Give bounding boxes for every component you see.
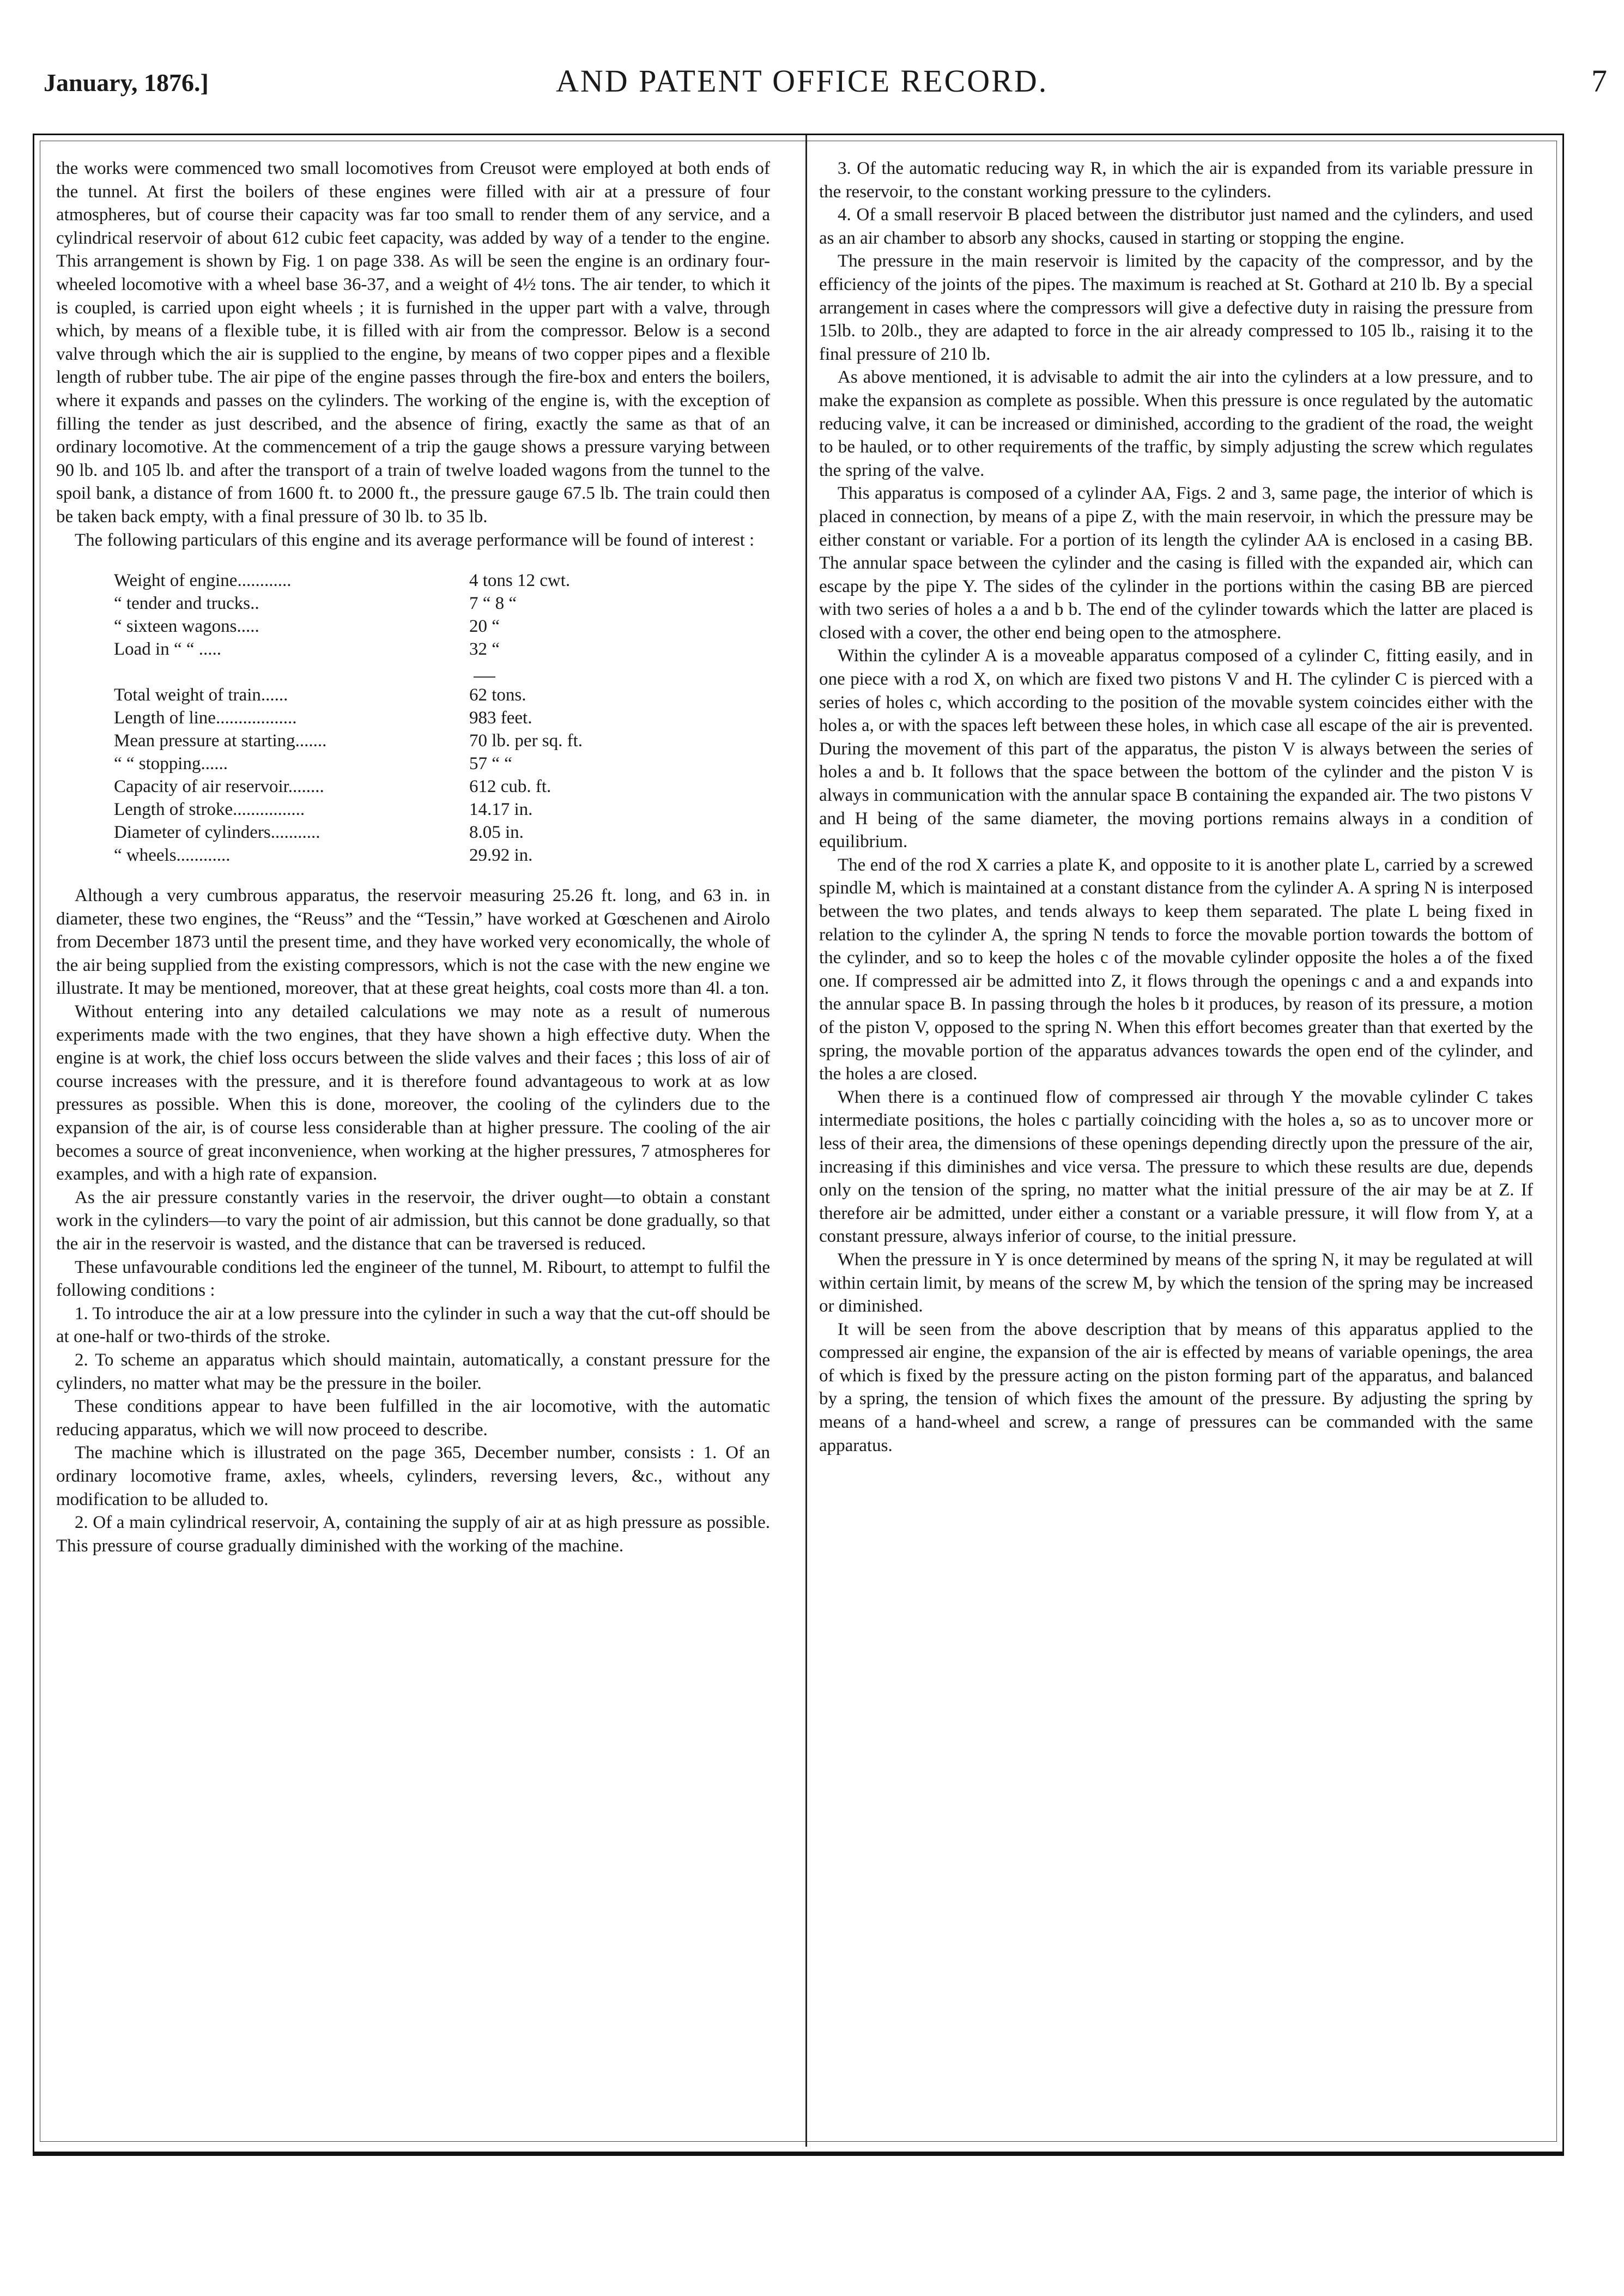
table-row	[111, 569, 636, 592]
table-row	[111, 752, 636, 775]
stat-label: Weight of engine............	[114, 571, 292, 591]
stat-label: Total weight of train......	[114, 685, 288, 705]
stat-label: “ sixteen wagons.....	[114, 617, 259, 637]
table-row	[111, 844, 636, 867]
stat-value: 8.05 in.	[469, 823, 524, 843]
paragraph: As the air pressure constantly varies in the reservoir, the driver ought—to obtain a constant work in the cylinders—to vary the point of air admission, but this cannot be done gradually, so that the air in the reservoir is wasted, and the distance that can be traversed is reduced.	[56, 1187, 770, 1254]
table-rule-row	[111, 661, 636, 684]
paragraph: The machine which is illustrated on the page 365, December number, consists : 1. Of an ordinary locomotive frame, axles, wheels, cylinders, reversing levers, &c., without any modification to be alluded to.	[56, 1443, 770, 1509]
table-row	[111, 798, 636, 821]
column-divider	[805, 135, 807, 2147]
paragraph: This apparatus is composed of a cylinder AA, Figs. 2 and 3, same page, the interior of which is placed in connection, by means of a pipe Z, with the main reservoir, in which the pressure may be either constant or variable. For a portion of its length the cylinder AA is enclosed in a casing BB. The annular space between the cylinder and the casing is filled with the expanded air, which can escape by the pipe Y. The sides of the cylinder in the portions within the casing BB are pierced with two series of holes a a and b b. The end of the cylinder towards which the latter are placed is closed with a cover, the other end being open to the atmosphere.	[819, 484, 1533, 643]
stat-value: 57 “ “	[469, 754, 512, 774]
table-row	[111, 729, 636, 752]
paragraph: As above mentioned, it is advisable to admit the air into the cylinders at a low pressure, and to make the expansion as complete as possible. When this pressure is once regulated by the automatic reducing valve, it can be increased or diminished, according to the gradient of the road, the weight to be hauled, or to other requirements of the traffic, by simply adjusting the screw which regulates the spring of the valve.	[819, 367, 1533, 480]
paragraph: Without entering into any detailed calculations we may note as a result of numerous experiments made with the two engines, that they have shown a high effective duty. When the engine is at work, the chief loss occurs between the slide valves and their faces ; this loss of air of course increases with the pressure, and it is therefore found advantageous to work at as low pressures as possible. When this is done, moreover, the cooling of the cylinders due to the expansion of the air, is of course less considerable than at higher pressure. The cooling of the air becomes a source of great inconvenience, when working at the higher pressures, 7 atmospheres for examples, and with a high rate of expansion.	[56, 1002, 770, 1185]
paragraph: Although a very cumbrous apparatus, the reservoir measuring 25.26 ft. long, and 63 in. in diameter, these two engines, the “Reuss” and the “Tessin,” have worked at Gœschenen and Airolo from December 1873 until the present time, and they have worked very economically, the whole of the air being supplied from the existing compressors, which is not the case with the new engine we illustrate. It may be mentioned, moreover, that at these great heights, coal costs more than 4l. a ton.	[56, 886, 770, 999]
table-row	[111, 638, 636, 661]
stat-value: 4 tons 12 cwt.	[469, 571, 571, 591]
stat-value: 62 tons.	[469, 685, 526, 705]
paragraph: 2. To scheme an apparatus which should maintain, automatically, a constant pressure for the cylinders, no matter what may be the pressure in the boiler.	[56, 1350, 770, 1393]
stat-value: 14.17 in.	[469, 800, 533, 820]
table-row	[111, 592, 636, 615]
paragraph: 3. Of the automatic reducing way R, in which the air is expanded from its variable pressure in the reservoir, to the constant working pressure to the cylinders.	[819, 159, 1533, 202]
stat-value: 612 cub. ft.	[469, 777, 552, 797]
paragraph: the works were commenced two small locomotives from Creusot were employed at both ends of the tunnel. At first the boilers of these engines were filled with air at a pressure of four atmospheres, but of course their capacity was far too small to render them of any service, and a cylindrical reservoir of about 612 cubic feet capacity, was added by way of a tender to the engine. This arrangement is shown by Fig. 1 on page 338. As will be seen the engine is an ordinary four-wheeled locomotive with a wheel base 36-37, and a weight of 4½ tons. The air tender, to which it is coupled, is carried upon eight wheels ; it is furnished in the upper part with a valve, through which, by means of a flexible tube, it is filled with air from the compressor. Below is a second valve through which the air is supplied to the engine, by means of two copper pipes and a flexible length of rubber tube. The air pipe of the engine passes through the fire-box and enters the boilers, where it expands and passes on the cylinders. The working of the engine is, with the exception of filling the tender as just described, and the absence of firing, exactly the same as that of an ordinary locomotive. At the commencement of a trip the gauge shows a pressure varying between 90 lb. and 105 lb. and after the transport of a train of twelve loaded wagons from the tunnel to the spoil bank, a distance of from 1600 ft. to 2000 ft., the pressure gauge 67.5 lb. The train could then be taken back empty, with a final pressure of 30 lb. to 35 lb.	[56, 159, 770, 527]
table-row	[111, 684, 636, 706]
paragraph: 1. To introduce the air at a low pressure into the cylinder in such a way that the cut-off should be at one-half or two-thirds of the stroke.	[56, 1303, 770, 1347]
stat-label: Capacity of air reservoir........	[114, 777, 324, 797]
table-row	[111, 615, 636, 638]
stat-value: 20 “	[469, 617, 500, 637]
page-header	[44, 63, 1607, 112]
issue-date: January, 1876.]	[44, 69, 209, 96]
stat-label: “ “ stopping......	[114, 754, 228, 774]
stat-label: Mean pressure at starting.......	[114, 731, 327, 751]
paragraph: When the pressure in Y is once determined by means of the spring N, it may be regulated at will within certain limit, by means of the screw M, by which the tension of the spring may be increased or diminished.	[819, 1249, 1533, 1316]
table-row	[111, 706, 636, 729]
paragraph: These conditions appear to have been fulfilled in the air locomotive, with the automatic reducing apparatus, which we will now proceed to describe.	[56, 1397, 770, 1440]
table-row	[111, 821, 636, 844]
paragraph: 4. Of a small reservoir B placed between the distributor just named and the cylinders, and used as an air chamber to absorb any shocks, caused in starting or stopping the engine.	[819, 205, 1533, 248]
stat-label: Length of line..................	[114, 708, 297, 728]
paragraph: It will be seen from the above description that by means of this apparatus applied to the compressed air engine, the expansion of the air is effected by means of variable openings, the area of which is fixed by the pressure acting on the piston forming part of the apparatus, and balanced by a spring, the tension of which fixes the amount of the pressure. By adjusting the spring by means of a hand-wheel and screw, a range of pressures can be commanded with the same apparatus.	[819, 1319, 1533, 1455]
paragraph: These unfavourable conditions led the engineer of the tunnel, M. Ribourt, to attempt to fulfil the following conditions :	[56, 1257, 770, 1301]
stat-value: 983 feet.	[469, 708, 532, 728]
paragraph: The end of the rod X carries a plate K, and opposite to it is another plate L, carried by a screwed spindle M, which is maintained at a constant distance from the cylinder A. A spring N is interposed between the two plates, and tends always to keep them separated. The plate L being fixed in relation to the cylinder A, the spring N tends to force the movable portion towards the bottom of the cylinder, and so to keep the holes c of the movable cylinder opposite the holes a of the fixed one. If compressed air be admitted into Z, it flows through the openings c and a and expands into the annular space B. In passing through the holes b it produces, by reason of its pressure, a motion of the piston V, opposed to the spring N. When this effort becomes greater than that exerted by the spring, the movable portion of the apparatus advances towards the open end of the cylinder, and the holes a are closed.	[819, 855, 1533, 1084]
stat-value: 7 “ 8 “	[469, 594, 517, 614]
stat-label: “ tender and trucks..	[114, 594, 259, 614]
stat-value: 32 “	[469, 639, 500, 660]
paragraph: Within the cylinder A is a moveable apparatus composed of a cylinder C, fitting easily, and in one piece with a rod X, on which are fixed two pistons V and H. The cylinder C is pierced with a series of holes c, which according to the position of the movable system coincides either with the holes a, or with the spaces left between these holes, in which case all escape of the air is prevented. During the movement of this part of the apparatus, the piston V is always between the series of holes a and b. It follows that the space between the bottom of the cylinder and the piston V is always in communication with the annular space B containing the expanded air. The two pistons V and H being of the same diameter, the moving portions remains always in a condition of equilibrium.	[819, 646, 1533, 852]
page-frame	[33, 134, 1564, 2156]
stat-label: Load in “ “ .....	[114, 639, 222, 660]
paragraph: The pressure in the main reservoir is limited by the capacity of the compressor, and by the efficiency of the joints of the pipes. The maximum is reached at St. Gothard at 210 lb. By a special arrangement in cases where the compressors will give a defective duty in raising the pressure from 15lb. to 20lb., they are adapted to force in the air already compressed to 105 lb., raising it to the final pressure of 210 lb.	[819, 251, 1533, 364]
right-column	[819, 157, 1533, 1457]
stat-value: 29.92 in.	[469, 845, 533, 866]
table-row	[111, 775, 636, 798]
paragraph: When there is a continued flow of compressed air through Y the movable cylinder C takes intermediate positions, the holes c partially coinciding with the holes a, so as to uncover more or less of their area, the dimensions of these openings depending directly upon the pressure of the air, increasing if this diminishes and vice versa. The pressure to which these results are due, depends only on the tension of the spring, no matter what the initial pressure of the air may be at Z. If therefore air be admitted, under either a constant or a variable pressure, it will flow from Y, at a constant pressure, always inferior of course, to the initial pressure.	[819, 1087, 1533, 1247]
stat-value: 70 lb. per sq. ft.	[469, 731, 583, 751]
stat-label: “ wheels............	[114, 845, 231, 866]
stat-label: Length of stroke................	[114, 800, 305, 820]
engine-particulars-table	[111, 569, 636, 867]
stat-label: Diameter of cylinders...........	[114, 823, 320, 843]
page-number: 7	[1591, 63, 1607, 99]
paragraph: The following particulars of this engine and its average performance will be found of interest :	[75, 530, 755, 550]
sum-rule	[474, 676, 495, 678]
paragraph: 2. Of a main cylindrical reservoir, A, containing the supply of air at as high pressure as possible. This pressure of course gradually diminished with the working of the machine.	[56, 1513, 770, 1556]
left-column	[56, 157, 770, 1557]
journal-title: AND PATENT OFFICE RECORD.	[556, 63, 1049, 99]
